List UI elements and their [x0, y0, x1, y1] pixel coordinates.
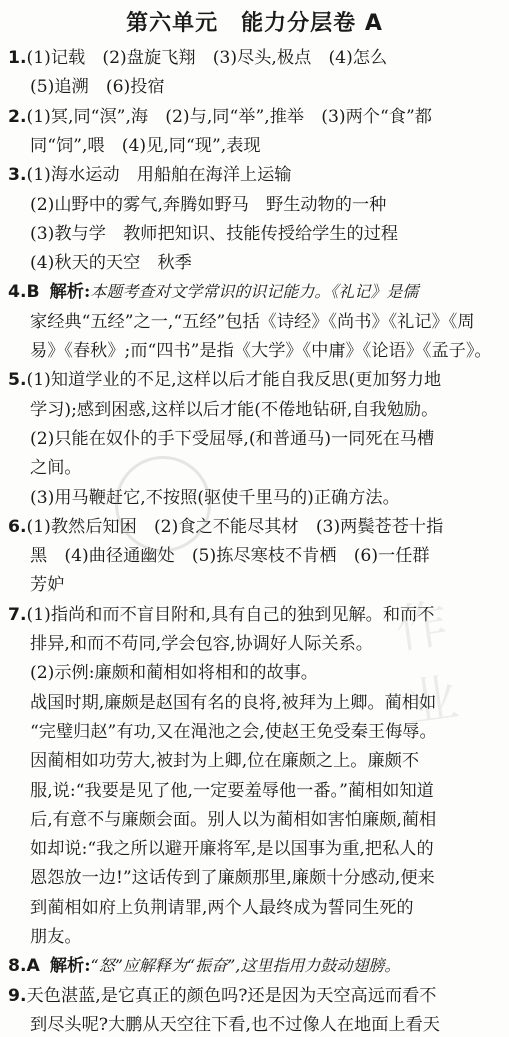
answer-line: [30, 134, 261, 158]
question-line: [8, 603, 434, 627]
answer-line: [30, 75, 165, 99]
line-text: “怒”应解释为“振奋”,这里指用力鼓动翅膀。: [90, 956, 401, 976]
line-text: 后,有意不与廉颇会面。别人以为蔺相如害怕廉颇,蔺相: [30, 809, 437, 830]
line-text: 本题考查对文学常识的识记能力。《礼记》是儒: [90, 282, 419, 302]
choice-answer: B: [26, 282, 40, 303]
answer-line: [30, 632, 373, 656]
page-title: 第六单元 能力分层卷 A: [126, 11, 383, 36]
line-text: 芳妒: [30, 575, 65, 596]
line-text: (1)教然后知困 (2)食之不能尽其材 (3)两鬓苍苍十指: [26, 516, 444, 537]
line-text: (1)记载 (2)盘旋飞翔 (3)尽头,极点 (4)怎么: [26, 48, 388, 68]
line-text: 家经典“五经”之一,“五经”包括《诗经》《尚书》《礼记》《周: [30, 311, 475, 332]
line-text: (2)示例:廉颇和蔺相如将相和的故事。: [30, 663, 318, 684]
answer-line: [30, 661, 318, 685]
line-text: 服,说:“我要是见了他,一定要羞辱他一番。”蔺相如知道: [30, 780, 434, 801]
answer-line: [30, 779, 434, 803]
question-number: 9.: [8, 985, 27, 1006]
question-line: [8, 515, 443, 539]
question-number: 4.: [8, 282, 27, 303]
answer-line: [30, 486, 400, 510]
line-text: (3)教与学 教师把知识、技能传授给学生的过程: [30, 223, 399, 244]
line-text: (1)海水运动 用船舶在海洋上运输: [26, 165, 292, 186]
line-text: (2)山野中的雾气,奔腾如野马 野生动物的一种: [30, 194, 387, 215]
question-number: 3.: [8, 165, 27, 186]
line-text: 同“饲”,喂 (4)见,同“现”,表现: [30, 135, 261, 156]
line-text: (4)秋天的天空 秋季: [30, 253, 192, 274]
line-text: 战国时期,廉颇是赵国有名的良将,被拜为上卿。蔺相如: [30, 692, 437, 713]
analysis-label: 解析:: [49, 956, 91, 977]
analysis-label: 解析:: [49, 282, 91, 303]
answer-line: [30, 222, 398, 246]
question-line: [8, 368, 441, 392]
question-line: [8, 954, 400, 978]
answer-line: [30, 1013, 440, 1037]
answer-line: [30, 808, 436, 832]
line-text: (3)用马鞭赶它,不按照(驱使千里马的)正确方法。: [30, 487, 400, 508]
answer-line: [30, 339, 492, 363]
line-text: 恩怨放一边!”这话传到了廉颇那里,廉颇十分感动,便来: [30, 868, 435, 889]
line-text: 到蔺相如府上负荆请罪,两个人最终成为誓同生死的: [30, 897, 414, 918]
question-number: 2.: [8, 106, 27, 127]
answer-line: [30, 251, 192, 275]
question-number: 6.: [8, 516, 27, 537]
line-text: (1)指尚和而不盲目附和,具有自己的独到见解。和而不: [26, 604, 435, 625]
line-text: 天色湛蓝,是它真正的颜色吗?还是因为天空高远而看不: [26, 985, 437, 1006]
line-text: 如却说:“我之所以避开廉将军,是以国事为重,把私人的: [30, 839, 434, 860]
answer-line: [30, 925, 82, 949]
line-text: (2)只能在奴仆的手下受屈辱,(和普通马)一同死在马槽: [30, 428, 435, 449]
answer-line: [30, 193, 386, 217]
question-line: [8, 163, 291, 187]
answer-line: [30, 398, 438, 422]
question-number: 7.: [8, 604, 27, 625]
question-number: 1.: [8, 48, 27, 68]
line-text: 学习);感到困惑,这样以后才能(不倦地钻研,自我勉励。: [30, 399, 439, 420]
question-line: [8, 280, 418, 304]
line-text: 因蔺相如功劳大,被封为上卿,位在廉颇之上。廉颇不: [30, 751, 420, 772]
line-text: (5)追溯 (6)投宿: [30, 77, 165, 98]
question-line: [8, 46, 387, 70]
answer-line: [30, 573, 64, 597]
question-number: 5.: [8, 370, 27, 391]
line-text: (1)知道学业的不足,这样以后才能自我反思(更加努力地: [26, 370, 442, 391]
watermark-text: 作业: [391, 593, 467, 735]
choice-answer: A: [26, 956, 40, 977]
line-text: 易》《春秋》;而“四书”是指《大学》《中庸》《论语》《孟子》。: [30, 341, 492, 361]
answer-line: [30, 866, 435, 890]
line-text: 之间。: [30, 458, 82, 479]
answer-line: [30, 544, 430, 568]
line-text: 黑 (4)曲径通幽处 (5)拣尽寒枝不肯栖 (6)一任群: [30, 546, 430, 567]
answer-line: [30, 749, 419, 773]
line-text: 到尽头呢?大鹏从天空往下看,也不过像人在地面上看天: [30, 1014, 440, 1035]
answer-line: [30, 691, 436, 715]
answer-line: [30, 896, 414, 920]
line-text: 排异,和而不苟同,学会包容,协调好人际关系。: [30, 634, 373, 654]
line-text: (1)冥,同“溟”,海 (2)与,同“举”,推举 (3)两个“食”都: [26, 106, 432, 127]
line-text: “完璧归赵”有功,又在渑池之会,使赵王免受秦王侮辱。: [30, 721, 437, 742]
answer-line: [30, 310, 475, 334]
question-number: 8.: [8, 956, 27, 977]
line-text: 朋友。: [30, 927, 82, 947]
answer-line: [30, 720, 437, 744]
answer-line: [30, 456, 82, 480]
question-line: [8, 105, 432, 129]
answer-line: [30, 427, 434, 451]
answer-line: [30, 837, 434, 861]
